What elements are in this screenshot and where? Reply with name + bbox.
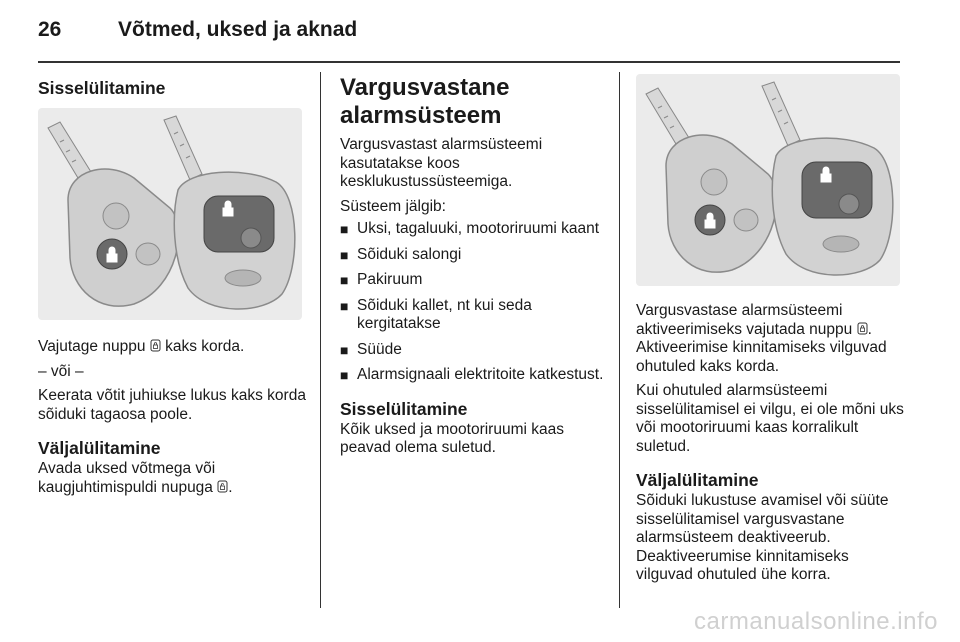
- list-item: ■ Uksi, tagaluuki, mootoriruumi kaant: [340, 220, 600, 237]
- page-number: 26: [38, 18, 62, 41]
- instruction-unlock: Avada uksed võtmega või kaugjuhtimispuldi nupuga .: [38, 460, 233, 496]
- key-fob-illustration-1: [38, 108, 302, 320]
- section-heading-deactivation-alarm: Väljalülitamine: [636, 470, 759, 490]
- instruction-turn-key: Keerata võtit juhiukse lukus kaks korda sõiduki tagaosa poole.: [38, 387, 306, 423]
- hazard-lights-note: Kui ohutuled alarmsüsteemi sisselülitamisel ei vilgu, ei ole mõni uks või mootoriruumi kaas korralikult suletud.: [636, 382, 904, 455]
- list-item: ■ Pakiruum: [340, 271, 423, 288]
- list-item: ■ Alarmsignaali elektritoite katkestust.: [340, 366, 604, 383]
- activation-requirement: Kõik uksed ja mootoriruumi kaas peavad olema suletud.: [340, 420, 564, 456]
- instruction-press-button: Vajutage nuppu kaks korda.: [38, 338, 245, 355]
- column-3: [636, 74, 906, 591]
- monitors-label: Süsteem jälgib:: [340, 197, 446, 215]
- key-fob-illustration-2: [636, 74, 900, 286]
- column-divider-right: [619, 72, 620, 608]
- lock-icon: [857, 322, 868, 335]
- list-item: ■ Sõiduki salongi: [340, 245, 462, 263]
- section-heading-deactivation: Väljalülitamine: [38, 438, 161, 458]
- page-title: Võtmed, uksed ja aknad: [118, 18, 358, 41]
- column-2: [340, 74, 612, 464]
- deactivation-description: Sõiduki lukustuse avamisel või süüte sisselülitamisel vargusvastane alarmsüsteem deaktiveerub. Deaktiveerumise kinnitamiseks vilguvad ohutuled ühe korra.: [636, 492, 889, 583]
- or-separator: – või –: [38, 362, 84, 380]
- list-item: ■ Sõiduki kallet, nt kui seda kergitatakse: [340, 296, 532, 332]
- header-rule: [38, 61, 900, 63]
- alarm-intro: Vargusvastast alarmsüsteemi kasutatakse koos kesklukustussüsteemiga.: [340, 136, 543, 190]
- section-heading-activation-alarm: Sisselülitamine: [340, 398, 468, 419]
- column-1: [38, 74, 308, 503]
- column-divider-left: [320, 72, 321, 608]
- alarm-activation-instruction: Vargusvastase alarmsüsteemi aktiveerimiseks vajutada nuppu . Aktiveerimise kinnitamiseks vilguvad ohutuled kaks korda.: [636, 302, 887, 375]
- list-item: ■ Süüde: [340, 340, 402, 358]
- unlock-icon: [217, 480, 228, 493]
- monitored-items-list: [340, 220, 612, 385]
- lock-icon: [150, 339, 161, 352]
- section-heading-alarm-system: Vargusvastane alarmsüsteem: [340, 74, 510, 129]
- page-header: [38, 18, 357, 42]
- watermark: carmanualsonline.info: [694, 608, 938, 635]
- section-heading-activation: Sisselülitamine: [38, 78, 166, 98]
